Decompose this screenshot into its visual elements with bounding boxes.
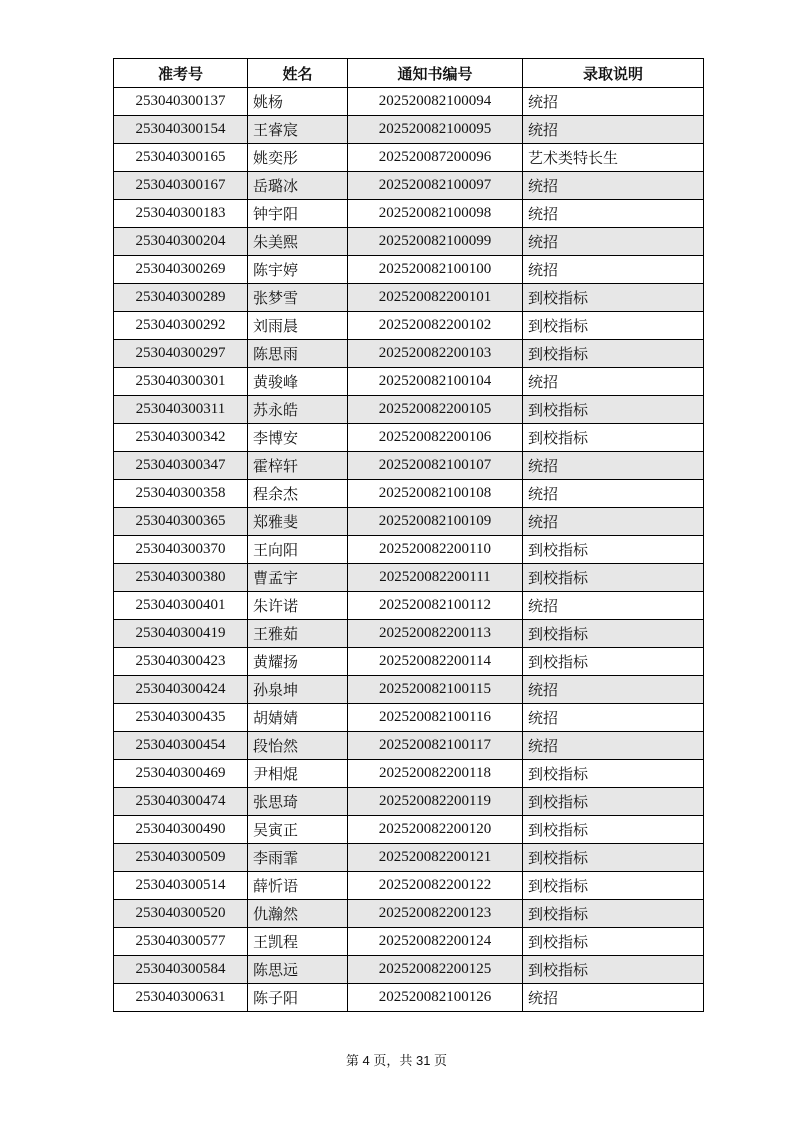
cell-exam-number: 253040300154 <box>114 116 248 144</box>
cell-admission-type: 到校指标 <box>523 284 704 312</box>
cell-notice-number: 202520082100108 <box>348 480 523 508</box>
table-row <box>114 452 704 480</box>
cell-admission-type: 到校指标 <box>523 788 704 816</box>
cell-admission-type: 到校指标 <box>523 900 704 928</box>
table-row <box>114 620 704 648</box>
col-header-student-name: 姓名 <box>248 59 348 88</box>
cell-student-name: 薛忻语 <box>248 872 348 900</box>
cell-notice-number: 202520082200119 <box>348 788 523 816</box>
cell-admission-type: 统招 <box>523 116 704 144</box>
cell-exam-number: 253040300509 <box>114 844 248 872</box>
cell-admission-type: 到校指标 <box>523 956 704 984</box>
table-row <box>114 172 704 200</box>
cell-admission-type: 到校指标 <box>523 340 704 368</box>
cell-student-name: 岳璐冰 <box>248 172 348 200</box>
cell-student-name: 朱许诺 <box>248 592 348 620</box>
cell-admission-type: 到校指标 <box>523 760 704 788</box>
cell-student-name: 姚杨 <box>248 88 348 116</box>
cell-student-name: 王雅茹 <box>248 620 348 648</box>
cell-student-name: 陈思雨 <box>248 340 348 368</box>
cell-notice-number: 202520082200103 <box>348 340 523 368</box>
cell-admission-type: 到校指标 <box>523 844 704 872</box>
cell-exam-number: 253040300347 <box>114 452 248 480</box>
cell-exam-number: 253040300424 <box>114 676 248 704</box>
cell-exam-number: 253040300584 <box>114 956 248 984</box>
cell-student-name: 陈思远 <box>248 956 348 984</box>
cell-notice-number: 202520082100104 <box>348 368 523 396</box>
cell-exam-number: 253040300301 <box>114 368 248 396</box>
cell-admission-type: 到校指标 <box>523 816 704 844</box>
cell-student-name: 仇瀚然 <box>248 900 348 928</box>
cell-student-name: 段怡然 <box>248 732 348 760</box>
cell-student-name: 苏永皓 <box>248 396 348 424</box>
table-row <box>114 480 704 508</box>
table-row <box>114 676 704 704</box>
cell-admission-type: 统招 <box>523 676 704 704</box>
table-row <box>114 508 704 536</box>
cell-admission-type: 到校指标 <box>523 424 704 452</box>
table-row <box>114 844 704 872</box>
cell-student-name: 张思琦 <box>248 788 348 816</box>
cell-exam-number: 253040300474 <box>114 788 248 816</box>
cell-notice-number: 202520082100126 <box>348 984 523 1012</box>
cell-student-name: 吴寅正 <box>248 816 348 844</box>
table-row <box>114 144 704 172</box>
table-row <box>114 312 704 340</box>
table-row <box>114 228 704 256</box>
cell-admission-type: 到校指标 <box>523 396 704 424</box>
cell-exam-number: 253040300419 <box>114 620 248 648</box>
cell-admission-type: 统招 <box>523 704 704 732</box>
cell-student-name: 王凯程 <box>248 928 348 956</box>
cell-admission-type: 统招 <box>523 88 704 116</box>
cell-exam-number: 253040300423 <box>114 648 248 676</box>
cell-student-name: 胡婧婧 <box>248 704 348 732</box>
table-row <box>114 872 704 900</box>
cell-exam-number: 253040300490 <box>114 816 248 844</box>
table-row <box>114 368 704 396</box>
cell-exam-number: 253040300137 <box>114 88 248 116</box>
cell-admission-type: 到校指标 <box>523 872 704 900</box>
cell-notice-number: 202520082100094 <box>348 88 523 116</box>
cell-exam-number: 253040300401 <box>114 592 248 620</box>
table-row <box>114 760 704 788</box>
cell-notice-number: 202520082100099 <box>348 228 523 256</box>
cell-exam-number: 253040300469 <box>114 760 248 788</box>
cell-exam-number: 253040300297 <box>114 340 248 368</box>
table-row <box>114 200 704 228</box>
cell-exam-number: 253040300167 <box>114 172 248 200</box>
table-header <box>114 59 704 88</box>
cell-exam-number: 253040300370 <box>114 536 248 564</box>
table-row <box>114 956 704 984</box>
cell-exam-number: 253040300454 <box>114 732 248 760</box>
cell-admission-type: 到校指标 <box>523 928 704 956</box>
cell-notice-number: 202520082100116 <box>348 704 523 732</box>
cell-exam-number: 253040300380 <box>114 564 248 592</box>
cell-student-name: 郑雅斐 <box>248 508 348 536</box>
table-row <box>114 732 704 760</box>
table-row <box>114 984 704 1012</box>
cell-admission-type: 统招 <box>523 452 704 480</box>
table-row <box>114 88 704 116</box>
cell-student-name: 姚奕彤 <box>248 144 348 172</box>
cell-notice-number: 202520082200122 <box>348 872 523 900</box>
cell-notice-number: 202520082100097 <box>348 172 523 200</box>
cell-notice-number: 202520082100098 <box>348 200 523 228</box>
table-row <box>114 256 704 284</box>
cell-notice-number: 202520082200118 <box>348 760 523 788</box>
cell-exam-number: 253040300631 <box>114 984 248 1012</box>
cell-notice-number: 202520082100109 <box>348 508 523 536</box>
cell-notice-number: 202520082100112 <box>348 592 523 620</box>
table-row <box>114 648 704 676</box>
table-row <box>114 928 704 956</box>
header-row <box>114 59 704 88</box>
cell-admission-type: 到校指标 <box>523 564 704 592</box>
cell-exam-number: 253040300269 <box>114 256 248 284</box>
table-row <box>114 788 704 816</box>
cell-notice-number: 202520082200106 <box>348 424 523 452</box>
cell-notice-number: 202520082100095 <box>348 116 523 144</box>
cell-admission-type: 到校指标 <box>523 312 704 340</box>
cell-student-name: 李博安 <box>248 424 348 452</box>
cell-student-name: 王睿宸 <box>248 116 348 144</box>
table-row <box>114 900 704 928</box>
cell-notice-number: 202520082200105 <box>348 396 523 424</box>
cell-student-name: 尹相焜 <box>248 760 348 788</box>
cell-admission-type: 统招 <box>523 368 704 396</box>
cell-student-name: 李雨霏 <box>248 844 348 872</box>
cell-admission-type: 统招 <box>523 228 704 256</box>
cell-exam-number: 253040300577 <box>114 928 248 956</box>
cell-notice-number: 202520082100100 <box>348 256 523 284</box>
cell-exam-number: 253040300289 <box>114 284 248 312</box>
cell-admission-type: 到校指标 <box>523 620 704 648</box>
cell-notice-number: 202520082200120 <box>348 816 523 844</box>
cell-student-name: 刘雨晨 <box>248 312 348 340</box>
table-row <box>114 704 704 732</box>
table-row <box>114 424 704 452</box>
cell-notice-number: 202520082200113 <box>348 620 523 648</box>
cell-notice-number: 202520082200124 <box>348 928 523 956</box>
cell-student-name: 张梦雪 <box>248 284 348 312</box>
cell-exam-number: 253040300514 <box>114 872 248 900</box>
col-header-admission-type: 录取说明 <box>523 59 704 88</box>
cell-exam-number: 253040300183 <box>114 200 248 228</box>
cell-exam-number: 253040300165 <box>114 144 248 172</box>
cell-admission-type: 统招 <box>523 592 704 620</box>
table-row <box>114 340 704 368</box>
cell-exam-number: 253040300342 <box>114 424 248 452</box>
cell-exam-number: 253040300292 <box>114 312 248 340</box>
cell-admission-type: 统招 <box>523 172 704 200</box>
table-row <box>114 816 704 844</box>
cell-admission-type: 到校指标 <box>523 648 704 676</box>
page-number-indicator: 第 4 页，共 31 页 <box>345 1053 448 1068</box>
cell-notice-number: 202520082200102 <box>348 312 523 340</box>
cell-exam-number: 253040300435 <box>114 704 248 732</box>
col-header-notice-number: 通知书编号 <box>348 59 523 88</box>
cell-notice-number: 202520082200121 <box>348 844 523 872</box>
cell-admission-type: 统招 <box>523 200 704 228</box>
cell-admission-type: 统招 <box>523 508 704 536</box>
cell-student-name: 王向阳 <box>248 536 348 564</box>
cell-student-name: 陈子阳 <box>248 984 348 1012</box>
table-row <box>114 284 704 312</box>
cell-student-name: 陈宇婷 <box>248 256 348 284</box>
cell-notice-number: 202520082200110 <box>348 536 523 564</box>
cell-notice-number: 202520082200101 <box>348 284 523 312</box>
cell-notice-number: 202520082100117 <box>348 732 523 760</box>
admission-list-table <box>113 58 704 1012</box>
cell-student-name: 钟宇阳 <box>248 200 348 228</box>
cell-admission-type: 艺术类特长生 <box>523 144 704 172</box>
table-row <box>114 396 704 424</box>
cell-student-name: 朱美熙 <box>248 228 348 256</box>
cell-student-name: 程余杰 <box>248 480 348 508</box>
cell-admission-type: 统招 <box>523 480 704 508</box>
cell-notice-number: 202520082200111 <box>348 564 523 592</box>
cell-exam-number: 253040300365 <box>114 508 248 536</box>
cell-student-name: 霍梓轩 <box>248 452 348 480</box>
cell-exam-number: 253040300520 <box>114 900 248 928</box>
cell-admission-type: 到校指标 <box>523 536 704 564</box>
cell-admission-type: 统招 <box>523 984 704 1012</box>
cell-notice-number: 202520087200096 <box>348 144 523 172</box>
cell-exam-number: 253040300358 <box>114 480 248 508</box>
table-row <box>114 536 704 564</box>
cell-notice-number: 202520082100107 <box>348 452 523 480</box>
cell-notice-number: 202520082200123 <box>348 900 523 928</box>
col-header-exam-number: 准考号 <box>114 59 248 88</box>
table-body <box>114 88 704 1012</box>
cell-exam-number: 253040300204 <box>114 228 248 256</box>
cell-notice-number: 202520082200125 <box>348 956 523 984</box>
cell-student-name: 黄耀扬 <box>248 648 348 676</box>
table-row <box>114 116 704 144</box>
cell-student-name: 孙泉坤 <box>248 676 348 704</box>
cell-admission-type: 统招 <box>523 732 704 760</box>
cell-student-name: 黄骏峰 <box>248 368 348 396</box>
cell-admission-type: 统招 <box>523 256 704 284</box>
cell-notice-number: 202520082200114 <box>348 648 523 676</box>
cell-student-name: 曹孟宇 <box>248 564 348 592</box>
cell-exam-number: 253040300311 <box>114 396 248 424</box>
table-row <box>114 564 704 592</box>
cell-notice-number: 202520082100115 <box>348 676 523 704</box>
table-row <box>114 592 704 620</box>
